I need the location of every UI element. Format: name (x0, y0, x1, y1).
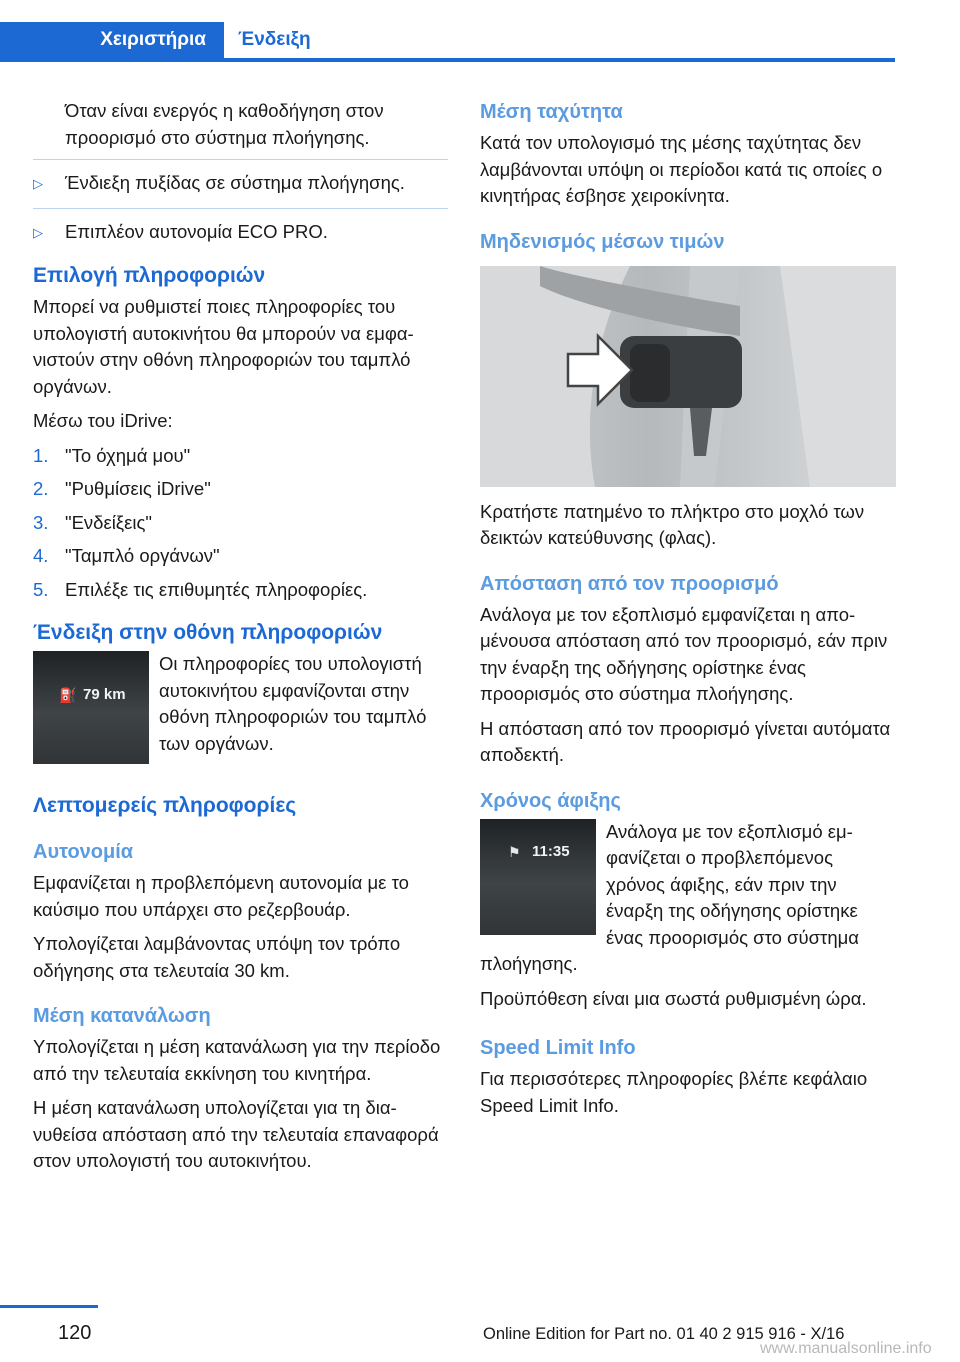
average-speed-text: Κατά τον υπολογισμό της μέσης ταχύτητας δεν λαμβάνονται υπόψη οι περίοδοι κατά τις οποίες ο κινητήρας έσβησε χειροκίνητα. (480, 132, 883, 206)
consumption-text-2: Η μέση κατανάλωση υπολογίζεται για τη διανυθείσα απόσταση από την τελευταία επαναφορά στον υπολογιστή του αυτοκινήτου. (33, 1097, 439, 1171)
fuel-range-icon: ⛽ (59, 687, 77, 703)
list-item: 3. "Ενδείξεις" (33, 511, 152, 533)
section-heading-display: Ένδειξη στην οθόνη πληροφοριών (33, 621, 383, 644)
divider (33, 159, 448, 160)
triangle-bullet-icon: ▷ (33, 224, 43, 240)
bullet-text: Επιπλέον αυτονομία ECO PRO. (65, 220, 328, 242)
page-number: 120 (58, 1322, 92, 1344)
range-text-1: Εμφανίζεται η προβλεπόμενη αυτονομία με το καύσιμο που υπάρχει στο ρεζερβουάρ. (33, 872, 409, 920)
range-text-2: Υπολογίζεται λαμβάνοντας υπόψη τον τρόπο οδήγησης στα τελευταία 30 km. (33, 933, 401, 981)
reset-caption: Κρατήστε πατημένο το πλήκτρο στο μοχλό των δεικτών κατεύθυνσης (φλας). (480, 500, 865, 548)
subheading-distance: Απόσταση από τον προορισμό (480, 572, 779, 595)
flag-icon: ⚑ (508, 843, 521, 860)
divider (33, 208, 448, 209)
bullet-item (33, 170, 448, 198)
selection-via: Μέσω του iDrive: (33, 410, 173, 431)
intro-text: Όταν είναι ενεργός η καθοδήγηση στον προορισμό στο σύστημα πλοήγησης. (65, 100, 384, 148)
list-item: 4. "Ταμπλό οργάνων" (33, 545, 220, 566)
subheading-arrival: Χρόνος άφιξης (480, 789, 621, 812)
arrival-text-cont: πλοήγησης. (480, 953, 578, 974)
triangle-bullet-icon: ▷ (33, 176, 43, 191)
turn-signal-lever-photo (480, 266, 896, 487)
lever-illustration (480, 266, 896, 487)
subheading-average-speed: Μέση ταχύτητα (480, 101, 623, 123)
selection-text: Μπορεί να ρυθμιστεί ποιες πληροφορίες του υπολογιστή αυτοκινήτου θα μπορούν να εμφανιστούν στην οθόνη πληροφοριών του ταμπλό οργάνων. (33, 296, 414, 397)
subheading-speed-limit: Speed Limit Info (480, 1037, 636, 1059)
online-edition-text: Online Edition for Part no. 01 40 2 915 916 - X/16 (483, 1325, 845, 1343)
list-item: 1. "Το όχημά μου" (33, 444, 191, 466)
subheading-reset: Μηδενισμός μέσων τιμών (480, 230, 725, 253)
subheading-range: Αυτονομία (33, 841, 134, 863)
arrival-figure-row (480, 819, 896, 952)
arrival-time-value: 11:35 (532, 842, 570, 860)
section-heading-selection: Επιλογή πληροφοριών (33, 264, 266, 287)
header-tab-display[interactable]: Ένδειξη (238, 29, 311, 50)
arrival-text-2: Προϋπόθεση είναι μια σωστά ρυθμισμένη ώρα. (480, 987, 867, 1009)
speed-limit-text: Για περισσότερες πληροφορίες βλέπε κεφάλαιο Speed Limit Info. (480, 1068, 868, 1116)
header-rule (0, 58, 895, 62)
distance-text-2: Η απόσταση από τον προορισμό γίνεται αυτόματα αποδεκτή. (480, 717, 891, 765)
range-value: 79 km (83, 686, 126, 703)
section-heading-details: Λεπτομερείς πληροφορίες (33, 794, 297, 817)
info-display-screen (33, 651, 149, 764)
bullet-text: Ένδιεξη πυξίδας σε σύστημα πλοήγησης. (65, 172, 405, 193)
steps-list (33, 443, 448, 604)
footer-rule (0, 1305, 98, 1308)
list-item: 5. Επιλέξε τις επιθυμητές πληροφορίες. (33, 578, 368, 600)
arrival-display-screen (480, 819, 596, 935)
right-column (480, 98, 896, 1127)
bullet-item (33, 219, 448, 247)
watermark: www.manualsonline.info (760, 1340, 932, 1357)
header-tab-controls[interactable]: Χειριστήρια (0, 22, 224, 58)
consumption-text-1: Υπολογίζεται η μέση κατανάλωση για την περίοδο από την τελευταία εκκίνηση του κινητήρα. (33, 1036, 441, 1084)
display-text: Οι πληροφορίες του υπολογιστή αυτοκινήτου εμφανίζονται στην οθόνη πληροφοριών του ταμπλό των οργάνων. (159, 653, 427, 754)
display-figure-row (33, 651, 448, 764)
left-column (33, 98, 448, 1183)
arrival-text: Ανάλογα με τον εξοπλισμό εμφανίζεται ο προβλεπόμενος χρόνος άφιξης, εάν πριν την έναρξη της οδήγησης ορίστηκε ένας προορισμός στο σύστημα (606, 820, 859, 948)
subheading-consumption: Μέση κατανάλωση (33, 1005, 211, 1027)
distance-text-1: Ανάλογα με τον εξοπλισμό εμφανίζεται η απομένουσα απόσταση από τον προορισμό, εάν πριν την έναρξη της οδήγησης ορίστηκε ένας προορισμός στο σύστημα πλοήγησης. (480, 603, 888, 704)
list-item: 2. "Ρυθμίσεις iDrive" (33, 478, 211, 499)
